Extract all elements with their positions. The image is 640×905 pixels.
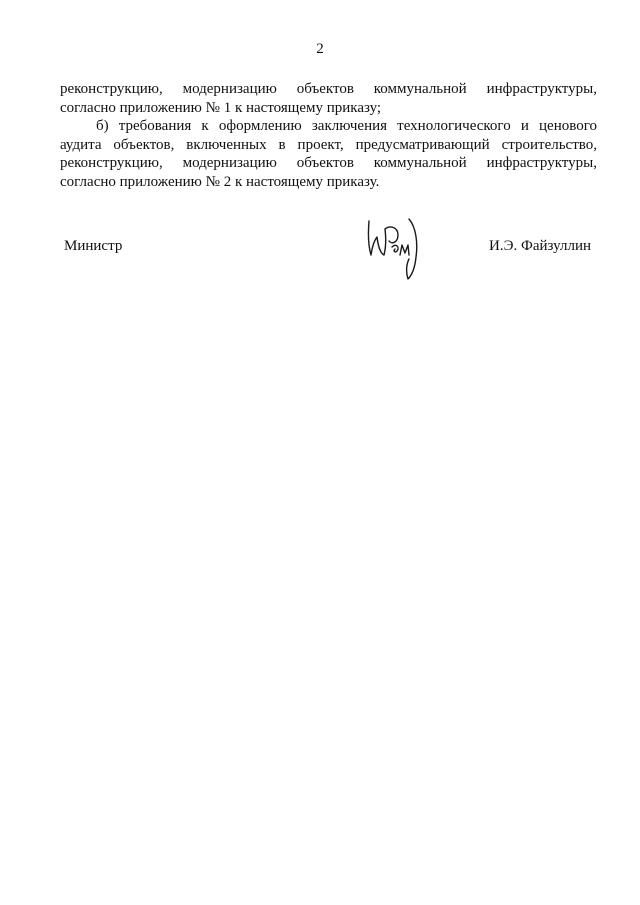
text-line: б) требования к оформлению заключения технологического и ценового (96, 118, 597, 134)
text-line: аудита объектов, включенных в проект, предусматривающий строительство, (60, 136, 597, 153)
handwritten-signature (362, 215, 422, 285)
document-body (60, 80, 597, 191)
page-number: 2 (316, 41, 324, 57)
paragraph-item-b (60, 117, 597, 191)
text-line: согласно приложению № 1 к настоящему приказу; (60, 99, 382, 116)
paragraph-continuation (60, 80, 597, 117)
text-line: реконструкцию, модернизацию объектов коммунальной инфраструктуры, (60, 81, 597, 97)
signature-block (60, 230, 597, 290)
signatory-name: И.Э. Файзуллин (489, 238, 591, 254)
signatory-title: Министр (64, 238, 123, 254)
text-line: реконструкцию, модернизацию объектов коммунальной инфраструктуры, (60, 155, 597, 171)
text-line: согласно приложению № 2 к настоящему приказу. (60, 173, 380, 190)
